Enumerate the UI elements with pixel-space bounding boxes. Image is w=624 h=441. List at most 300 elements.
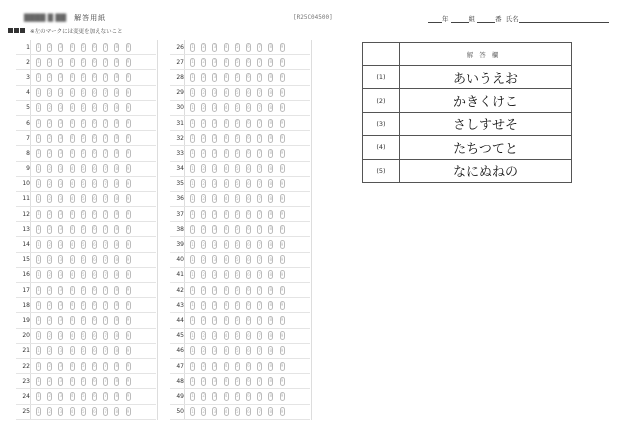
- mark-bubble[interactable]: 5: [81, 316, 86, 325]
- mark-bubble[interactable]: 9: [280, 88, 285, 97]
- mark-bubble[interactable]: 2: [201, 362, 206, 371]
- mark-bubble[interactable]: 1: [190, 73, 195, 82]
- mark-bubble[interactable]: 4: [70, 73, 75, 82]
- mark-bubble[interactable]: 2: [47, 331, 52, 340]
- mark-bubble[interactable]: 6: [246, 316, 251, 325]
- mark-bubble[interactable]: 4: [70, 255, 75, 264]
- mark-bubble[interactable]: 6: [246, 255, 251, 264]
- mark-bubble[interactable]: 7: [257, 286, 262, 295]
- mark-bubble[interactable]: 4: [224, 407, 229, 416]
- mark-bubble[interactable]: 5: [235, 149, 240, 158]
- mark-bubble[interactable]: 3: [58, 407, 63, 416]
- mark-bubble[interactable]: 9: [280, 331, 285, 340]
- mark-bubble[interactable]: 9: [126, 58, 131, 67]
- mark-bubble[interactable]: 1: [190, 134, 195, 143]
- mark-bubble[interactable]: 7: [257, 392, 262, 401]
- mark-bubble[interactable]: 7: [257, 210, 262, 219]
- mark-bubble[interactable]: 4: [224, 88, 229, 97]
- mark-bubble[interactable]: 8: [268, 286, 273, 295]
- mark-bubble[interactable]: 2: [47, 134, 52, 143]
- mark-bubble[interactable]: 6: [92, 286, 97, 295]
- mark-bubble[interactable]: 6: [246, 88, 251, 97]
- mark-bubble[interactable]: 6: [246, 179, 251, 188]
- mark-bubble[interactable]: 9: [126, 43, 131, 52]
- mark-bubble[interactable]: 9: [126, 407, 131, 416]
- mark-bubble[interactable]: 5: [81, 210, 86, 219]
- mark-bubble[interactable]: 1: [190, 286, 195, 295]
- mark-bubble[interactable]: 5: [81, 88, 86, 97]
- mark-bubble[interactable]: 7: [257, 103, 262, 112]
- mark-bubble[interactable]: 9: [126, 270, 131, 279]
- mark-bubble[interactable]: 8: [114, 58, 119, 67]
- mark-bubble[interactable]: 8: [268, 210, 273, 219]
- mark-bubble[interactable]: 2: [201, 103, 206, 112]
- mark-bubble[interactable]: 7: [103, 194, 108, 203]
- mark-bubble[interactable]: 1: [190, 225, 195, 234]
- mark-bubble[interactable]: 1: [190, 392, 195, 401]
- mark-bubble[interactable]: 5: [235, 119, 240, 128]
- mark-bubble[interactable]: 5: [235, 58, 240, 67]
- mark-bubble[interactable]: 7: [257, 88, 262, 97]
- mark-bubble[interactable]: 2: [201, 240, 206, 249]
- mark-bubble[interactable]: 3: [58, 255, 63, 264]
- mark-bubble[interactable]: 4: [224, 362, 229, 371]
- mark-bubble[interactable]: 8: [114, 225, 119, 234]
- mark-bubble[interactable]: 6: [246, 73, 251, 82]
- mark-bubble[interactable]: 8: [268, 194, 273, 203]
- mark-bubble[interactable]: 6: [246, 225, 251, 234]
- mark-bubble[interactable]: 5: [81, 149, 86, 158]
- mark-bubble[interactable]: 9: [126, 346, 131, 355]
- mark-bubble[interactable]: 3: [58, 179, 63, 188]
- mark-bubble[interactable]: 2: [47, 73, 52, 82]
- mark-bubble[interactable]: 4: [70, 179, 75, 188]
- mark-bubble[interactable]: 2: [201, 270, 206, 279]
- mark-bubble[interactable]: 1: [190, 316, 195, 325]
- mark-bubble[interactable]: 7: [103, 73, 108, 82]
- mark-bubble[interactable]: 2: [201, 58, 206, 67]
- mark-bubble[interactable]: 8: [114, 73, 119, 82]
- mark-bubble[interactable]: 9: [280, 392, 285, 401]
- mark-bubble[interactable]: 2: [47, 179, 52, 188]
- mark-bubble[interactable]: 5: [235, 88, 240, 97]
- mark-bubble[interactable]: 5: [235, 225, 240, 234]
- mark-bubble[interactable]: 3: [58, 346, 63, 355]
- mark-bubble[interactable]: 3: [58, 362, 63, 371]
- mark-bubble[interactable]: 2: [201, 255, 206, 264]
- mark-bubble[interactable]: 6: [246, 346, 251, 355]
- mark-bubble[interactable]: 3: [58, 194, 63, 203]
- mark-bubble[interactable]: 8: [268, 58, 273, 67]
- mark-bubble[interactable]: 4: [224, 392, 229, 401]
- mark-bubble[interactable]: 5: [81, 194, 86, 203]
- mark-bubble[interactable]: 5: [81, 225, 86, 234]
- mark-bubble[interactable]: 6: [92, 43, 97, 52]
- mark-bubble[interactable]: 6: [246, 58, 251, 67]
- mark-bubble[interactable]: 3: [58, 164, 63, 173]
- mark-bubble[interactable]: 5: [81, 270, 86, 279]
- mark-bubble[interactable]: 2: [47, 346, 52, 355]
- mark-bubble[interactable]: 3: [212, 58, 217, 67]
- mark-bubble[interactable]: 1: [36, 225, 41, 234]
- mark-bubble[interactable]: 4: [70, 346, 75, 355]
- mark-bubble[interactable]: 5: [235, 179, 240, 188]
- mark-bubble[interactable]: 2: [201, 331, 206, 340]
- mark-bubble[interactable]: 5: [235, 377, 240, 386]
- answer-value[interactable]: かきくけこ: [400, 89, 572, 112]
- mark-bubble[interactable]: 6: [92, 362, 97, 371]
- mark-bubble[interactable]: 9: [126, 134, 131, 143]
- mark-bubble[interactable]: 1: [36, 164, 41, 173]
- mark-bubble[interactable]: 6: [246, 301, 251, 310]
- mark-bubble[interactable]: 4: [224, 194, 229, 203]
- mark-bubble[interactable]: 7: [103, 58, 108, 67]
- mark-bubble[interactable]: 4: [70, 225, 75, 234]
- mark-bubble[interactable]: 6: [92, 270, 97, 279]
- mark-bubble[interactable]: 7: [103, 377, 108, 386]
- mark-bubble[interactable]: 7: [103, 134, 108, 143]
- mark-bubble[interactable]: 7: [257, 225, 262, 234]
- mark-bubble[interactable]: 4: [70, 377, 75, 386]
- mark-bubble[interactable]: 3: [58, 73, 63, 82]
- mark-bubble[interactable]: 9: [280, 316, 285, 325]
- mark-bubble[interactable]: 4: [70, 164, 75, 173]
- mark-bubble[interactable]: 1: [36, 134, 41, 143]
- mark-bubble[interactable]: 5: [81, 134, 86, 143]
- mark-bubble[interactable]: 2: [47, 286, 52, 295]
- mark-bubble[interactable]: 8: [114, 316, 119, 325]
- mark-bubble[interactable]: 3: [212, 73, 217, 82]
- mark-bubble[interactable]: 9: [126, 301, 131, 310]
- mark-bubble[interactable]: 2: [201, 134, 206, 143]
- mark-bubble[interactable]: 3: [58, 240, 63, 249]
- mark-bubble[interactable]: 7: [257, 255, 262, 264]
- mark-bubble[interactable]: 7: [103, 407, 108, 416]
- mark-bubble[interactable]: 5: [235, 194, 240, 203]
- mark-bubble[interactable]: 8: [268, 392, 273, 401]
- mark-bubble[interactable]: 9: [126, 88, 131, 97]
- mark-bubble[interactable]: 7: [103, 43, 108, 52]
- mark-bubble[interactable]: 6: [246, 164, 251, 173]
- mark-bubble[interactable]: 5: [235, 210, 240, 219]
- mark-bubble[interactable]: 7: [257, 58, 262, 67]
- mark-bubble[interactable]: 9: [126, 316, 131, 325]
- mark-bubble[interactable]: 4: [70, 240, 75, 249]
- mark-bubble[interactable]: 1: [36, 407, 41, 416]
- mark-bubble[interactable]: 9: [126, 331, 131, 340]
- mark-bubble[interactable]: 4: [224, 377, 229, 386]
- mark-bubble[interactable]: 9: [280, 346, 285, 355]
- mark-bubble[interactable]: 7: [103, 210, 108, 219]
- mark-bubble[interactable]: 9: [280, 270, 285, 279]
- mark-bubble[interactable]: 2: [201, 88, 206, 97]
- mark-bubble[interactable]: 9: [280, 255, 285, 264]
- mark-bubble[interactable]: 1: [36, 392, 41, 401]
- mark-bubble[interactable]: 9: [280, 301, 285, 310]
- mark-bubble[interactable]: 1: [190, 149, 195, 158]
- mark-bubble[interactable]: 1: [36, 73, 41, 82]
- mark-bubble[interactable]: 6: [246, 240, 251, 249]
- mark-bubble[interactable]: 8: [114, 134, 119, 143]
- mark-bubble[interactable]: 4: [70, 392, 75, 401]
- mark-bubble[interactable]: 8: [114, 88, 119, 97]
- mark-bubble[interactable]: 3: [58, 134, 63, 143]
- mark-bubble[interactable]: 1: [190, 103, 195, 112]
- mark-bubble[interactable]: 7: [103, 301, 108, 310]
- mark-bubble[interactable]: 8: [268, 240, 273, 249]
- mark-bubble[interactable]: 1: [190, 43, 195, 52]
- mark-bubble[interactable]: 3: [212, 286, 217, 295]
- answer-value[interactable]: なにぬねの: [400, 159, 572, 182]
- mark-bubble[interactable]: 2: [47, 88, 52, 97]
- mark-bubble[interactable]: 8: [268, 119, 273, 128]
- mark-bubble[interactable]: 6: [92, 58, 97, 67]
- mark-bubble[interactable]: 5: [81, 362, 86, 371]
- mark-bubble[interactable]: 9: [126, 103, 131, 112]
- mark-bubble[interactable]: 3: [212, 88, 217, 97]
- mark-bubble[interactable]: 7: [103, 346, 108, 355]
- mark-bubble[interactable]: 9: [126, 194, 131, 203]
- mark-bubble[interactable]: 6: [246, 134, 251, 143]
- mark-bubble[interactable]: 3: [212, 362, 217, 371]
- mark-bubble[interactable]: 8: [114, 392, 119, 401]
- mark-bubble[interactable]: 2: [201, 164, 206, 173]
- mark-bubble[interactable]: 4: [224, 346, 229, 355]
- mark-bubble[interactable]: 3: [58, 225, 63, 234]
- mark-bubble[interactable]: 3: [212, 377, 217, 386]
- mark-bubble[interactable]: 2: [47, 255, 52, 264]
- mark-bubble[interactable]: 1: [190, 164, 195, 173]
- mark-bubble[interactable]: 6: [246, 103, 251, 112]
- answer-value[interactable]: さしすせそ: [400, 112, 572, 135]
- mark-bubble[interactable]: 8: [268, 270, 273, 279]
- mark-bubble[interactable]: 7: [257, 194, 262, 203]
- mark-bubble[interactable]: 1: [190, 240, 195, 249]
- mark-bubble[interactable]: 6: [246, 194, 251, 203]
- mark-bubble[interactable]: 6: [246, 331, 251, 340]
- mark-bubble[interactable]: 6: [92, 346, 97, 355]
- mark-bubble[interactable]: 5: [81, 240, 86, 249]
- mark-bubble[interactable]: 2: [47, 240, 52, 249]
- mark-bubble[interactable]: 8: [114, 149, 119, 158]
- mark-bubble[interactable]: 8: [268, 362, 273, 371]
- mark-bubble[interactable]: 8: [268, 255, 273, 264]
- mark-bubble[interactable]: 7: [257, 119, 262, 128]
- mark-bubble[interactable]: 4: [224, 164, 229, 173]
- mark-bubble[interactable]: 2: [47, 119, 52, 128]
- mark-bubble[interactable]: 4: [70, 149, 75, 158]
- mark-bubble[interactable]: 1: [190, 362, 195, 371]
- mark-bubble[interactable]: 1: [190, 119, 195, 128]
- mark-bubble[interactable]: 6: [92, 149, 97, 158]
- mark-bubble[interactable]: 7: [257, 179, 262, 188]
- mark-bubble[interactable]: 3: [212, 270, 217, 279]
- mark-bubble[interactable]: 9: [126, 255, 131, 264]
- mark-bubble[interactable]: 5: [235, 103, 240, 112]
- mark-bubble[interactable]: 4: [224, 301, 229, 310]
- mark-bubble[interactable]: 9: [280, 164, 285, 173]
- mark-bubble[interactable]: 6: [92, 194, 97, 203]
- mark-bubble[interactable]: 4: [224, 270, 229, 279]
- mark-bubble[interactable]: 7: [103, 103, 108, 112]
- mark-bubble[interactable]: 9: [126, 179, 131, 188]
- mark-bubble[interactable]: 4: [224, 43, 229, 52]
- mark-bubble[interactable]: 9: [280, 210, 285, 219]
- mark-bubble[interactable]: 8: [114, 346, 119, 355]
- mark-bubble[interactable]: 8: [114, 179, 119, 188]
- mark-bubble[interactable]: 8: [114, 119, 119, 128]
- mark-bubble[interactable]: 2: [47, 362, 52, 371]
- mark-bubble[interactable]: 3: [212, 225, 217, 234]
- mark-bubble[interactable]: 2: [201, 210, 206, 219]
- mark-bubble[interactable]: 1: [36, 58, 41, 67]
- mark-bubble[interactable]: 9: [280, 73, 285, 82]
- mark-bubble[interactable]: 2: [47, 392, 52, 401]
- mark-bubble[interactable]: 9: [280, 149, 285, 158]
- mark-bubble[interactable]: 9: [126, 377, 131, 386]
- mark-bubble[interactable]: 5: [81, 73, 86, 82]
- mark-bubble[interactable]: 2: [201, 301, 206, 310]
- mark-bubble[interactable]: 6: [92, 88, 97, 97]
- mark-bubble[interactable]: 7: [103, 240, 108, 249]
- mark-bubble[interactable]: 7: [257, 149, 262, 158]
- mark-bubble[interactable]: 1: [36, 194, 41, 203]
- mark-bubble[interactable]: 9: [280, 179, 285, 188]
- mark-bubble[interactable]: 5: [81, 407, 86, 416]
- mark-bubble[interactable]: 9: [126, 225, 131, 234]
- mark-bubble[interactable]: 7: [257, 331, 262, 340]
- mark-bubble[interactable]: 8: [114, 210, 119, 219]
- mark-bubble[interactable]: 7: [257, 316, 262, 325]
- mark-bubble[interactable]: 2: [47, 407, 52, 416]
- mark-bubble[interactable]: 3: [58, 43, 63, 52]
- mark-bubble[interactable]: 6: [246, 407, 251, 416]
- mark-bubble[interactable]: 7: [103, 255, 108, 264]
- mark-bubble[interactable]: 4: [224, 316, 229, 325]
- mark-bubble[interactable]: 5: [81, 58, 86, 67]
- mark-bubble[interactable]: 6: [92, 225, 97, 234]
- mark-bubble[interactable]: 6: [246, 377, 251, 386]
- mark-bubble[interactable]: 1: [190, 58, 195, 67]
- mark-bubble[interactable]: 2: [201, 179, 206, 188]
- mark-bubble[interactable]: 2: [201, 392, 206, 401]
- mark-bubble[interactable]: 8: [114, 301, 119, 310]
- mark-bubble[interactable]: 1: [190, 377, 195, 386]
- mark-bubble[interactable]: 3: [58, 286, 63, 295]
- mark-bubble[interactable]: 3: [58, 119, 63, 128]
- mark-bubble[interactable]: 8: [114, 240, 119, 249]
- mark-bubble[interactable]: 8: [268, 134, 273, 143]
- mark-bubble[interactable]: 8: [268, 301, 273, 310]
- mark-bubble[interactable]: 7: [103, 225, 108, 234]
- mark-bubble[interactable]: 8: [268, 179, 273, 188]
- mark-bubble[interactable]: 8: [114, 164, 119, 173]
- mark-bubble[interactable]: 3: [212, 210, 217, 219]
- mark-bubble[interactable]: 9: [126, 164, 131, 173]
- mark-bubble[interactable]: 5: [81, 119, 86, 128]
- mark-bubble[interactable]: 9: [280, 134, 285, 143]
- mark-bubble[interactable]: 8: [114, 377, 119, 386]
- mark-bubble[interactable]: 2: [47, 43, 52, 52]
- mark-bubble[interactable]: 3: [212, 316, 217, 325]
- mark-bubble[interactable]: 4: [70, 270, 75, 279]
- mark-bubble[interactable]: 4: [224, 73, 229, 82]
- mark-bubble[interactable]: 3: [58, 210, 63, 219]
- mark-bubble[interactable]: 5: [235, 392, 240, 401]
- mark-bubble[interactable]: 1: [36, 346, 41, 355]
- mark-bubble[interactable]: 1: [36, 119, 41, 128]
- mark-bubble[interactable]: 3: [58, 103, 63, 112]
- mark-bubble[interactable]: 4: [70, 88, 75, 97]
- mark-bubble[interactable]: 8: [268, 225, 273, 234]
- mark-bubble[interactable]: 4: [224, 331, 229, 340]
- mark-bubble[interactable]: 2: [201, 286, 206, 295]
- mark-bubble[interactable]: 3: [58, 301, 63, 310]
- mark-bubble[interactable]: 5: [81, 103, 86, 112]
- mark-bubble[interactable]: 8: [268, 103, 273, 112]
- mark-bubble[interactable]: 3: [212, 149, 217, 158]
- mark-bubble[interactable]: 3: [212, 119, 217, 128]
- mark-bubble[interactable]: 7: [103, 362, 108, 371]
- mark-bubble[interactable]: 3: [212, 255, 217, 264]
- mark-bubble[interactable]: 7: [103, 149, 108, 158]
- mark-bubble[interactable]: 2: [47, 194, 52, 203]
- mark-bubble[interactable]: 1: [36, 255, 41, 264]
- mark-bubble[interactable]: 1: [190, 270, 195, 279]
- mark-bubble[interactable]: 8: [114, 270, 119, 279]
- mark-bubble[interactable]: 6: [246, 286, 251, 295]
- mark-bubble[interactable]: 7: [103, 316, 108, 325]
- mark-bubble[interactable]: 4: [70, 43, 75, 52]
- mark-bubble[interactable]: 9: [280, 225, 285, 234]
- mark-bubble[interactable]: 7: [103, 164, 108, 173]
- mark-bubble[interactable]: 4: [224, 58, 229, 67]
- mark-bubble[interactable]: 3: [212, 331, 217, 340]
- mark-bubble[interactable]: 7: [103, 392, 108, 401]
- mark-bubble[interactable]: 1: [190, 346, 195, 355]
- mark-bubble[interactable]: 4: [224, 286, 229, 295]
- mark-bubble[interactable]: 6: [246, 210, 251, 219]
- mark-bubble[interactable]: 4: [70, 119, 75, 128]
- mark-bubble[interactable]: 1: [190, 179, 195, 188]
- mark-bubble[interactable]: 1: [36, 103, 41, 112]
- mark-bubble[interactable]: 3: [212, 103, 217, 112]
- mark-bubble[interactable]: 7: [103, 331, 108, 340]
- answer-value[interactable]: たちつてと: [400, 136, 572, 159]
- mark-bubble[interactable]: 5: [235, 362, 240, 371]
- mark-bubble[interactable]: 1: [36, 301, 41, 310]
- mark-bubble[interactable]: 1: [36, 210, 41, 219]
- mark-bubble[interactable]: 1: [190, 88, 195, 97]
- mark-bubble[interactable]: 8: [268, 407, 273, 416]
- mark-bubble[interactable]: 1: [36, 362, 41, 371]
- mark-bubble[interactable]: 9: [126, 73, 131, 82]
- mark-bubble[interactable]: 4: [70, 194, 75, 203]
- mark-bubble[interactable]: 6: [92, 240, 97, 249]
- mark-bubble[interactable]: 6: [92, 179, 97, 188]
- mark-bubble[interactable]: 7: [257, 346, 262, 355]
- mark-bubble[interactable]: 5: [81, 43, 86, 52]
- mark-bubble[interactable]: 1: [36, 43, 41, 52]
- mark-bubble[interactable]: 4: [224, 149, 229, 158]
- mark-bubble[interactable]: 9: [280, 119, 285, 128]
- mark-bubble[interactable]: 4: [70, 210, 75, 219]
- mark-bubble[interactable]: 9: [126, 392, 131, 401]
- mark-bubble[interactable]: 9: [126, 210, 131, 219]
- mark-bubble[interactable]: 4: [224, 103, 229, 112]
- mark-bubble[interactable]: 3: [58, 58, 63, 67]
- mark-bubble[interactable]: 2: [201, 73, 206, 82]
